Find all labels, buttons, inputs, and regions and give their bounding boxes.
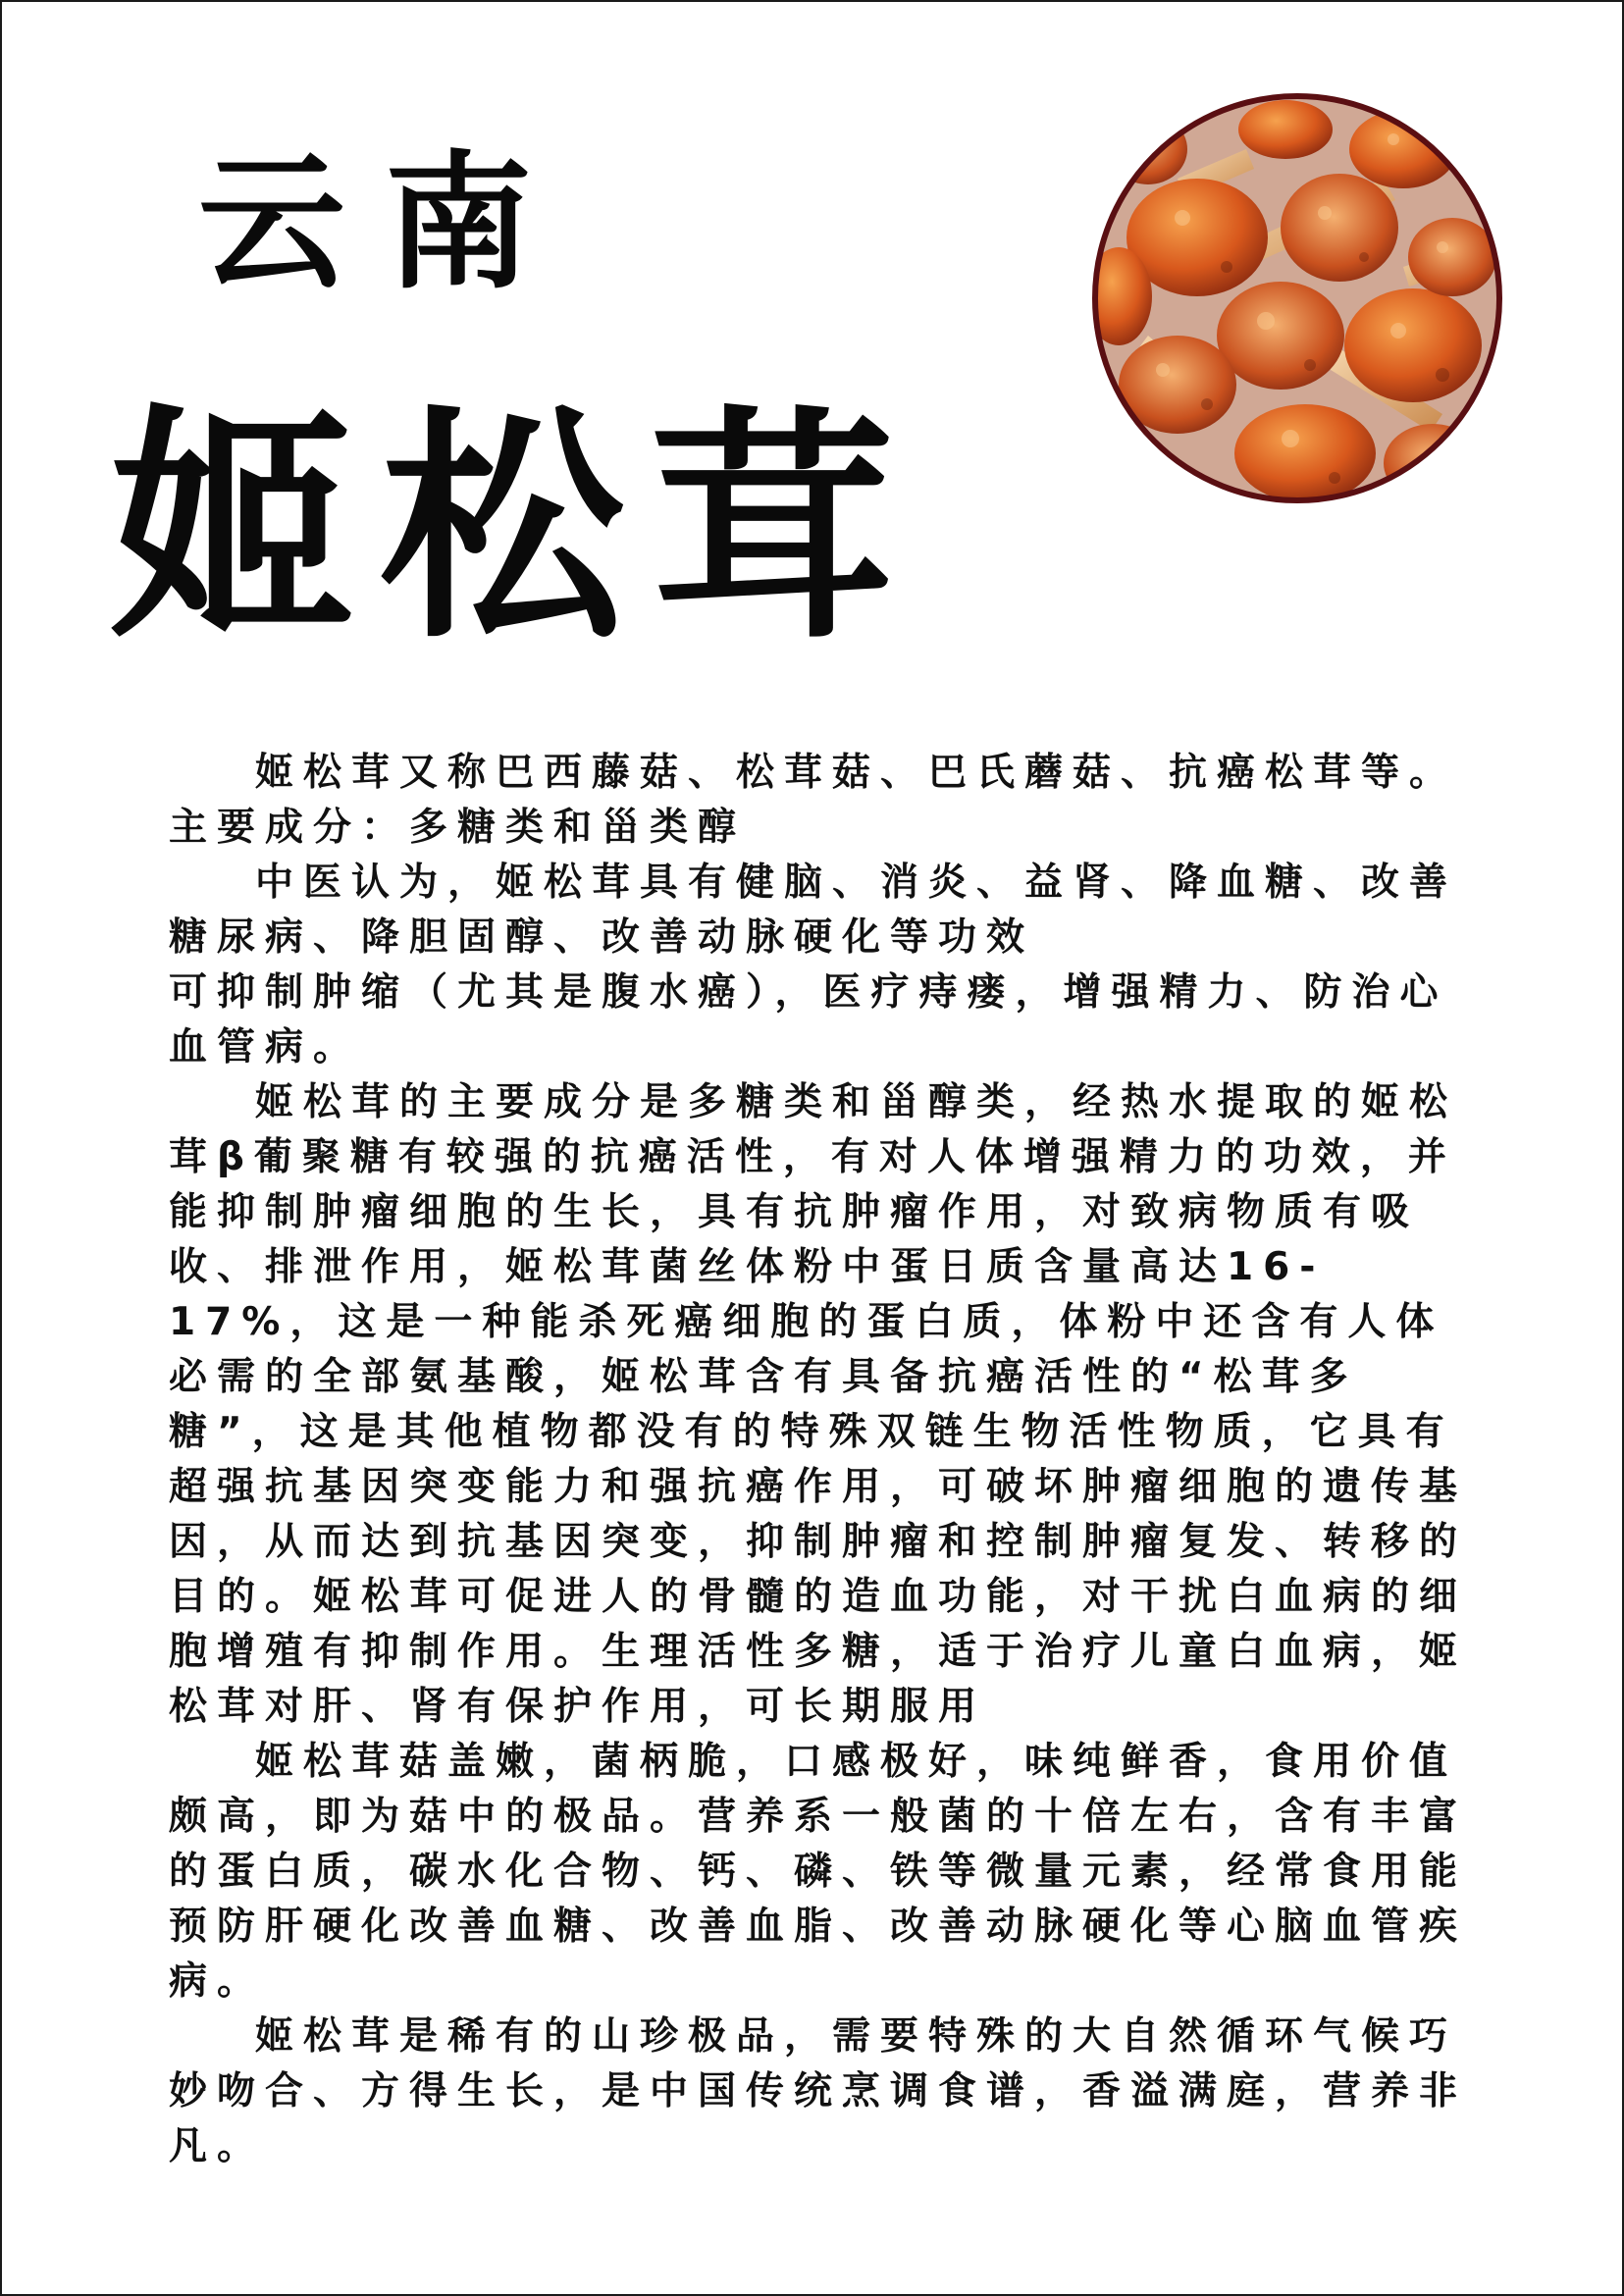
paragraph-main-ingredients: 主要成分：多糖类和甾类醇 <box>169 806 747 850</box>
paragraph-rarity: 姬松茸是稀有的山珍极品，需要特殊的大自然循环气候巧妙吻合、方得生长，是中国传统烹调食谱，香溢满庭，营养非凡。 <box>169 2014 1468 2168</box>
paragraph-intro: 姬松茸又称巴西藤菇、松茸菇、巴氏蘑菇、抗癌松茸等。 <box>255 751 1458 795</box>
paragraph-tcm-view: 中医认为，姬松茸具有健脑、消炎、益肾、降血糖、改善糖尿病、降胆固醇、改善动脉硬化等功效 <box>169 861 1458 960</box>
product-title: 姬松茸 <box>110 383 919 671</box>
region-subtitle: 云南 <box>198 136 572 309</box>
paragraph-effects: 可抑制肿缩（尤其是腹水癌），医疗痔瘘，增强精力、防治心血管病。 <box>169 970 1448 1070</box>
article-body <box>169 746 1484 2174</box>
paragraph-composition: 姬松茸的主要成分是多糖类和甾醇类，经热水提取的姬松茸β葡聚糖有较强的抗癌活性，有对人体增强精力的功效，并能抑制肿瘤细胞的生长，具有抗肿瘤作用，对致病物质有吸收、排泄作用，姬松茸菌丝体粉中蛋日质含量高达16-17%，这是一种能杀死癌细胞的蛋白质，体粉中还含有人体必需的全部氨基酸，姬松茸含有具备抗癌活性的“松茸多糖”，这是其他植物都没有的特殊双链生物活性物质，它具有超强抗基因突变能力和强抗癌作用，可破坏肿瘤细胞的遗传基因，从而达到抗基因突变，抑制肿瘤和控制肿瘤复发、转移的目的。姬松茸可促进人的骨髓的造血功能，对干扰白血病的细胞增殖有抑制作用。生理活性多糖，适于治疗儿童白血病，姬松茸对肝、肾有保护作用，可长期服用 <box>169 1080 1468 1729</box>
dried-mushroom-photo-icon <box>1089 90 1505 506</box>
paragraph-taste-nutrition: 姬松茸菇盖嫩，菌柄脆，口感极好，味纯鲜香，食用价值颇高，即为菇中的极品。营养系一般菌的十倍左右，含有丰富的蛋白质，碳水化合物、钙、磷、铁等微量元素，经常食用能预防肝硬化改善血糖、改善血脂、改善动脉硬化等心脑血管疾病。 <box>169 1740 1468 2004</box>
